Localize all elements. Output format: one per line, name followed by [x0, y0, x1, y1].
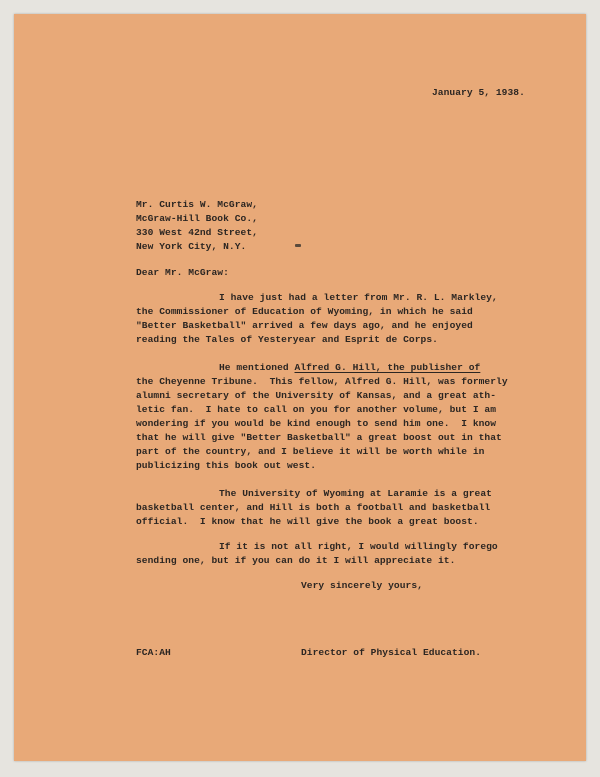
body-line: sending one, but if you can do it I will appreciate it.	[136, 555, 456, 566]
body-text: He mentioned	[219, 362, 295, 373]
address-line: Mr. Curtis W. McGraw,	[136, 199, 258, 210]
body-line: publicizing this book out west.	[136, 460, 317, 471]
salutation: Dear Mr. McGraw:	[136, 267, 229, 278]
body-line: The University of Wyoming at Laramie is a great	[219, 488, 492, 499]
address-line: 330 West 42nd Street,	[136, 227, 258, 238]
body-line: the Commissioner of Education of Wyoming, in which he said	[136, 306, 473, 317]
address-line: McGraw-Hill Book Co.,	[136, 213, 258, 224]
pencil-mark	[295, 244, 301, 247]
body-line: alumni secretary of the University of Kansas, and a great ath-	[136, 390, 497, 401]
body-line: reading the Tales of Yesteryear and Esprit de Corps.	[136, 334, 438, 345]
body-line: "Better Basketball" arrived a few days ago, and he enjoyed	[136, 320, 473, 331]
signature-title: Director of Physical Education.	[301, 647, 482, 658]
body-line: letic fan. I hate to call on you for another volume, but I am	[136, 404, 497, 415]
body-line: the Cheyenne Tribune. This fellow, Alfred G. Hill, was formerly	[136, 376, 508, 387]
letter-date: January 5, 1938.	[432, 87, 525, 98]
body-line: official. I know that he will give the book a great boost.	[136, 516, 479, 527]
body-line: wondering if you would be kind enough to send him one. I know	[136, 418, 497, 429]
typist-initials: FCA:AH	[136, 647, 171, 658]
body-line: that he will give "Better Basketball" a great boost out in that	[136, 432, 502, 443]
address-line: New York City, N.Y.	[136, 241, 247, 252]
body-line: I have just had a letter from Mr. R. L. Markley,	[219, 292, 498, 303]
body-line: part of the country, and I believe it will be worth while in	[136, 446, 485, 457]
underlined-name: Alfred G. Hill, the publisher of	[294, 362, 481, 373]
closing: Very sincerely yours,	[301, 580, 423, 591]
body-line: If it is not all right, I would willingly forego	[219, 541, 498, 552]
body-line: basketball center, and Hill is both a football and basketball	[136, 502, 491, 513]
body-line	[219, 362, 480, 374]
